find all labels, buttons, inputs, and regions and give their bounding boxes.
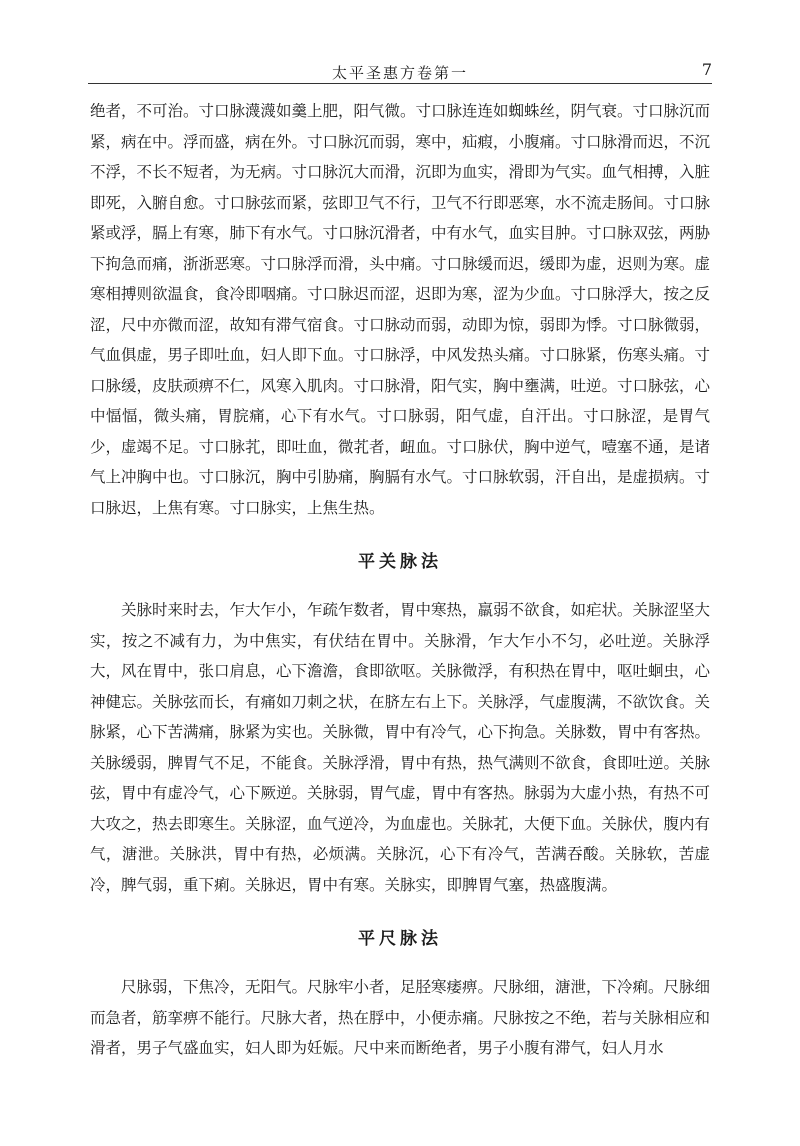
running-header: [88, 52, 712, 84]
paragraph-cunkou-pulse: 绝者，不可治。寸口脉瀎瀎如羹上肥，阳气微。寸口脉连连如蜘蛛丝，阴气衰。寸口脉沉而紧，病在中。浮而盛，病在外。寸口脉沉而弱，寒中，疝瘕，小腹痛。寸口脉滑而迟，不沉不浮，不长不短者，为无病。寸口脉沉大而滑，沉即为血实，滑即为气实。血气相搏，入脏即死，入腑自愈。寸口脉弦而紧，弦即卫气不行，卫气不行即恶寒，水不流走肠间。寸口脉紧或浮，膈上有寒，肺下有水气。寸口脉沉滑者，中有水气，血实目肿。寸口脉双弦，两胁下拘急而痛，浙浙恶寒。寸口脉浮而滑，头中痛。寸口脉缓而迟，缓即为虚，迟则为寒。虚寒相搏则欲温食，食冷即咽痛。寸口脉迟而涩，迟即为寒，涩为少血。寸口脉浮大，按之反涩，尺中亦微而涩，故知有滞气宿食。寸口脉动而弱，动即为惊，弱即为悸。寸口脉微弱，气血俱虚，男子即吐血，妇人即下血。寸口脉浮，中风发热头痛。寸口脉紧，伤寒头痛。寸口脉缓，皮肤顽痹不仁，风寒入肌肉。寸口脉滑，阳气实，胸中壅满，吐逆。寸口脉弦，心中愊愊，微头痛，胃脘痛，心下有水气。寸口脉弱，阳气虚，自汗出。寸口脉涩，是胃气少，虚竭不足。寸口脉芤，即吐血，微芤者，衄血。寸口脉伏，胸中逆气，噎塞不通，是诸气上冲胸中也。寸口脉沉，胸中引胁痛，胸膈有水气。寸口脉软弱，汗自出，是虚损病。寸口脉迟，上焦有寒。寸口脉实，上焦生热。: [90, 102, 711, 517]
section-heading-chi-pulse: 平尺脉法: [358, 929, 442, 949]
paragraph-chi-pulse: 尺脉弱，下焦冷，无阳气。尺脉牢小者，足胫寒痿痹。尺脉细，溏泄，下冷痢。尺脉细而急者，筋挛痹不能行。尺脉大者，热在脬中，小便赤痛。尺脉按之不绝，若与关脉相应和滑者，男子气盛血实，妇人即为妊娠。尺中来而断绝者，男子小腹有滞气，妇人月水: [90, 978, 711, 1057]
running-title: 太平圣惠方卷第一: [331, 64, 468, 82]
section-heading-guan-pulse: 平关脉法: [358, 552, 442, 572]
page-body: [90, 96, 710, 1064]
page-number: 7: [701, 60, 712, 79]
paragraph-guan-pulse: 关脉时来时去，乍大乍小，乍疏乍数者，胃中寒热，羸弱不欲食，如疟状。关脉涩坚大实，按之不减有力，为中焦实，有伏结在胃中。关脉滑，乍大乍小不匀，必吐逆。关脉浮大，风在胃中，张口肩息，心下澹澹，食即欲呕。关脉微浮，有积热在胃中，呕吐蛔虫，心神健忘。关脉弦而长，有痛如刀刺之状，在脐左右上下。关脉浮，气虚腹满，不欲饮食。关脉紧，心下苦满痛，脉紧为实也。关脉微，胃中有冷气，心下拘急。关脉数，胃中有客热。关脉缓弱，脾胃气不足，不能食。关脉浮滑，胃中有热，热气满则不欲食，食即吐逆。关脉弦，胃中有虚冷气，心下厥逆。关脉弱，胃气虚，胃中有客热。脉弱为大虚小热，有热不可大攻之，热去即寒生。关脉涩，血气逆冷，为血虚也。关脉芤，大便下血。关脉伏，腹内有气，溏泄。关脉洪，胃中有热，必烦满。关脉沉，心下有冷气，苦满吞酸。关脉软，苦虚冷，脾气弱，重下痢。关脉迟，胃中有寒。关脉实，即脾胃气塞，热盛腹满。: [90, 601, 711, 894]
header-rule: [88, 83, 712, 84]
